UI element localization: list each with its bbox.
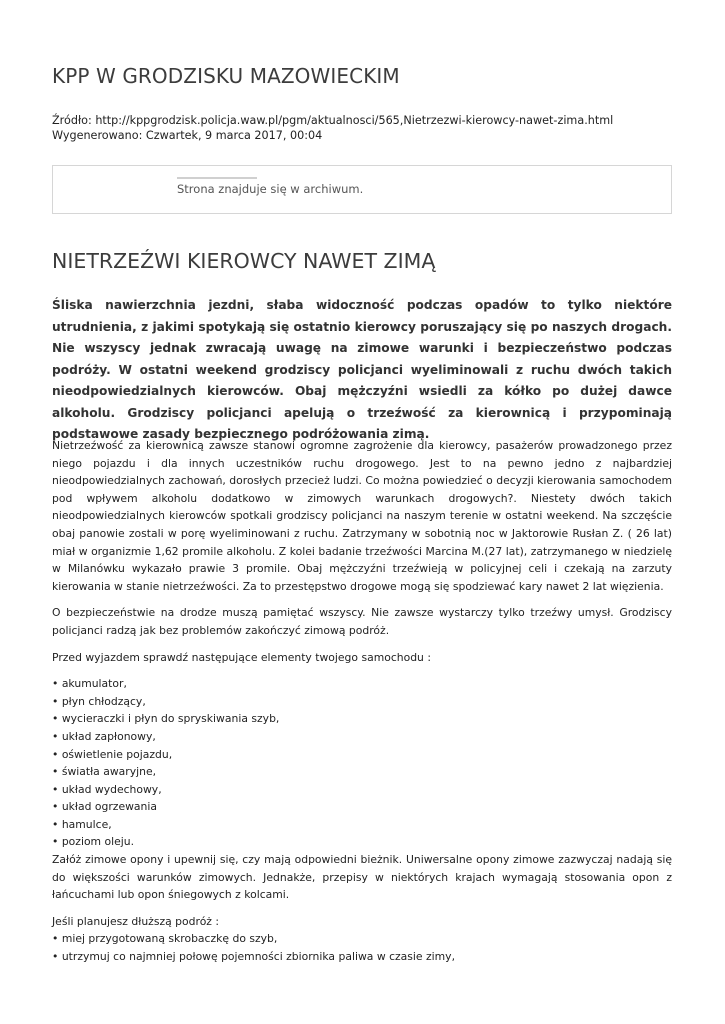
list-item: • układ ogrzewania <box>52 798 672 816</box>
source-line: Źródło: http://kppgrodzisk.policja.waw.pl/pgm/aktualnosci/565,Nietrzezwi-kierowcy-nawet-zima.html <box>52 114 614 127</box>
list-item: • światła awaryjne, <box>52 763 672 781</box>
article-title: NIETRZEŹWI KIEROWCY NAWET ZIMĄ <box>52 249 436 273</box>
list-item: • oświetlenie pojazdu, <box>52 746 672 764</box>
article-paragraph: Przed wyjazdem sprawdź następujące elementy twojego samochodu : <box>52 650 431 664</box>
list-item: • układ zapłonowy, <box>52 728 672 746</box>
site-title: KPP W GRODZISKU MAZOWIECKIM <box>52 64 400 88</box>
list-item: • akumulator, <box>52 675 672 693</box>
archive-notice-divider <box>177 177 257 179</box>
document-meta <box>52 114 613 143</box>
list-item: • utrzymuj co najmniej połowę pojemności zbiornika paliwa w czasie zimy, <box>52 948 672 966</box>
list-item: • hamulce, <box>52 816 672 834</box>
list-item: • płyn chłodzący, <box>52 693 672 711</box>
travel-list <box>52 930 672 965</box>
article-paragraph: Załóż zimowe opony i upewnij się, czy mają odpowiedni bieżnik. Uniwersalne opony zimowe zazwyczaj nadają się do większości warunków zimowych. Jednakże, przepisy w niektórych krajach wymagają stosowania opon z łańcuchami lub opon śniegowych z kolcami. <box>52 853 672 902</box>
list-item: • poziom oleju. <box>52 833 672 851</box>
article-paragraph: O bezpieczeństwie na drodze muszą pamiętać wszyscy. Nie zawsze wystarczy tylko trzeźwy umysł. Grodziscy policjanci radzą jak bez problemów zakończyć zimową podróż. <box>52 606 672 637</box>
article-paragraph: Nietrzeźwość za kierownicą zawsze stanowi ogromne zagrożenie dla kierowcy, pasażerów prowadzonego przez niego pojazdu i dla innych uczestników ruchu drogowego. Jest to na pewno jedno z najbardziej nieodpowiedzialnych zachowań, dorosłych przecież ludzi. Co można powiedzieć o decyzji kierowania samochodem pod wpływem alkoholu dodatkowo w zimowych warunkach drogowych?. Niestety dwóch takich nieodpowiedzialnych kierowców spotkali grodziscy policjanci na naszym terenie w ostatni weekend. Na szczęście obaj panowie zostali w porę wyeliminowani z ruchu. Zatrzymany w sobotnią noc w Jaktorowie Rusłan Z. ( 26 lat) miał w organizmie 1,62 promile alkoholu. Z kolei badanie trzeźwości Marcina M.(27 lat), zatrzymanego w niedzielę w Milanówku wykazało prawie 3 promile. Obaj mężczyźni trzeźwieją w policyjnej celi i czekają na zarzuty kierowania w stanie nietrzeźwości. Za to przestępstwo drogowe mogą się spodziewać kary nawet 2 lat więzienia. <box>52 439 672 593</box>
generated-line: Wygenerowano: Czwartek, 9 marca 2017, 00:04 <box>52 128 323 142</box>
article-paragraph: Jeśli planujesz dłuższą podróż : <box>52 914 220 928</box>
archive-notice-text: Strona znajduje się w archiwum. <box>177 182 364 196</box>
list-item: • miej przygotowaną skrobaczkę do szyb, <box>52 930 672 948</box>
archive-notice-box <box>52 165 672 214</box>
list-item: • wycieraczki i płyn do spryskiwania szyb, <box>52 710 672 728</box>
list-item: • układ wydechowy, <box>52 781 672 799</box>
car-checklist <box>52 675 672 851</box>
article-lead: Śliska nawierzchnia jezdni, słaba widoczność podczas opadów to tylko niektóre utrudnienia, z jakimi spotykają się ostatnio kierowcy poruszający się po naszych drogach. Nie wszyscy jednak zwracają uwagę na zimowe warunki i bezpieczeństwo podczas podróży. W ostatni weekend grodziscy policjanci wyeliminowali z ruchu dwóch takich nieodpowiedzialnych kierowców. Obaj mężczyźni wsiedli za kółko po dużej dawce alkoholu. Grodziscy policjanci apelują o trzeźwość za kierownicą i przypominają podstawowe zasady bezpiecznego podróżowania zimą. <box>52 298 672 441</box>
article-body <box>52 437 672 966</box>
